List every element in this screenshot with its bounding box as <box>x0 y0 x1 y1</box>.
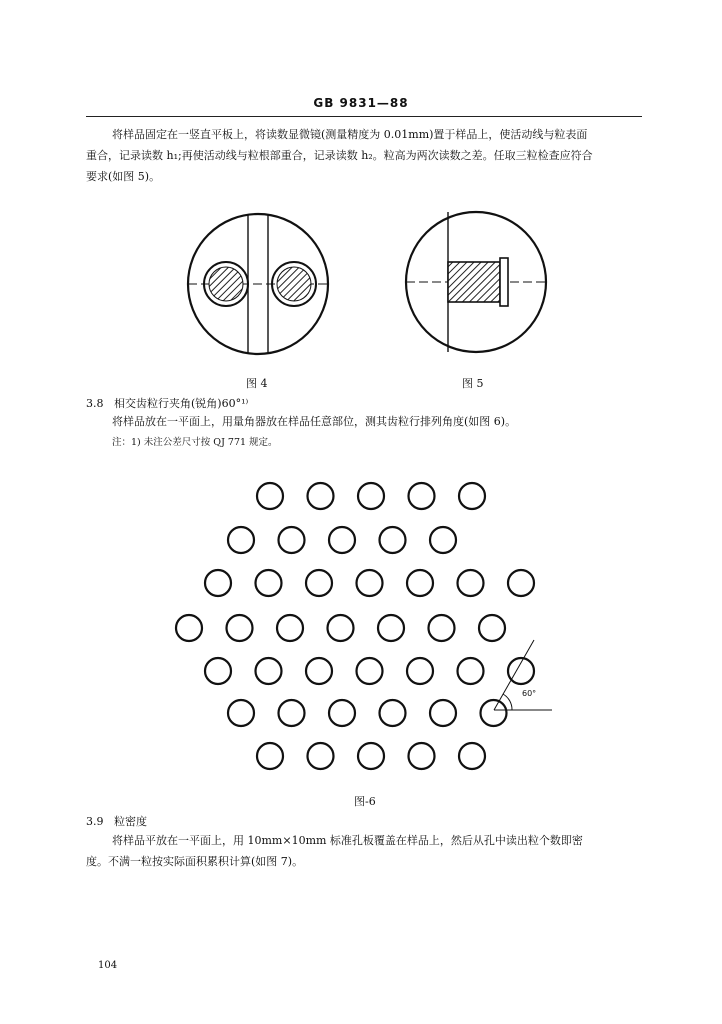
grain-circle <box>458 570 484 596</box>
grain-circle <box>279 700 305 726</box>
section-3-8-paragraph: 将样品放在一平面上，用量角器放在样品任意部位，测其齿粒行排列角度(如图 6)。 <box>112 415 517 428</box>
grain-circle <box>407 658 433 684</box>
grain-circle <box>508 570 534 596</box>
grain-circle <box>227 615 253 641</box>
grain-circle <box>380 527 406 553</box>
footnote: 注：1) 未注公差尺寸按 QJ 771 规定。 <box>112 437 278 448</box>
paragraph-line: 度。不满一粒按实际面积累积计算(如图 7)。 <box>86 855 304 868</box>
grain-circle <box>329 700 355 726</box>
paragraph-line: 重合，记录读数 h₁;再使活动线与粒根部重合，记录读数 h₂。粒高为两次读数之差。任取三粒检查应符合 <box>86 149 593 162</box>
angle-label: 60° <box>522 689 537 698</box>
grain-circle <box>228 527 254 553</box>
paragraph-line: 将样品平放在一平面上，用 10mm×10mm 标准孔板覆盖在样品上，然后从孔中读出粒个数即密 <box>112 834 583 847</box>
grain-circle <box>205 658 231 684</box>
section-number: 3.9 <box>86 815 104 828</box>
figure-6-drawing <box>176 483 537 769</box>
grain-circle <box>308 743 334 769</box>
standard-header: GB 9831—88 <box>313 96 409 110</box>
grain-circle <box>358 743 384 769</box>
section-3-8-heading <box>86 395 248 411</box>
section-3-9-heading <box>86 813 147 829</box>
figure-5-drawing <box>406 212 546 352</box>
page-number: 104 <box>98 960 118 971</box>
grain-circle <box>358 483 384 509</box>
grain-circle <box>357 570 383 596</box>
grain-circle <box>256 658 282 684</box>
grain-circle <box>256 570 282 596</box>
figure-4-drawing <box>188 214 328 354</box>
grain-circle <box>430 700 456 726</box>
grain-circle <box>228 700 254 726</box>
grain-circle <box>378 615 404 641</box>
grain-circle <box>357 658 383 684</box>
grain-circle <box>308 483 334 509</box>
section-title: 相交齿粒行夹角(锐角)60°¹⁾ <box>114 397 249 410</box>
grain-circle <box>481 700 507 726</box>
grain-circle <box>257 743 283 769</box>
grain-circle <box>479 615 505 641</box>
grain-circle <box>459 743 485 769</box>
grain-circle <box>409 483 435 509</box>
section-3-9-paragraph <box>86 830 646 872</box>
grain-circle <box>407 570 433 596</box>
grain-circle <box>380 700 406 726</box>
paragraph-line: 要求(如图 5)。 <box>86 170 161 183</box>
grain-circle <box>257 483 283 509</box>
figure-6-caption: 图-6 <box>354 795 376 808</box>
grain-circle <box>279 527 305 553</box>
grain-circle <box>306 658 332 684</box>
grain-circle <box>459 483 485 509</box>
grain-circle <box>176 615 202 641</box>
figure-4-caption: 图 4 <box>246 377 268 390</box>
section-title: 粒密度 <box>114 815 147 828</box>
grain-circle <box>328 615 354 641</box>
section-number: 3.8 <box>86 397 104 410</box>
grain-circle <box>458 658 484 684</box>
paragraph-line: 将样品固定在一竖直平板上，将读数显微镜(测量精度为 0.01mm)置于样品上，使活动线与粒表面 <box>112 128 588 141</box>
figure-5-caption: 图 5 <box>462 377 484 390</box>
grain-circle <box>430 527 456 553</box>
angle-indicator <box>494 640 552 710</box>
grain-circle <box>409 743 435 769</box>
grain-circle <box>205 570 231 596</box>
grain-circle <box>306 570 332 596</box>
grain-circle <box>429 615 455 641</box>
grain-circle <box>329 527 355 553</box>
grain-circle <box>277 615 303 641</box>
